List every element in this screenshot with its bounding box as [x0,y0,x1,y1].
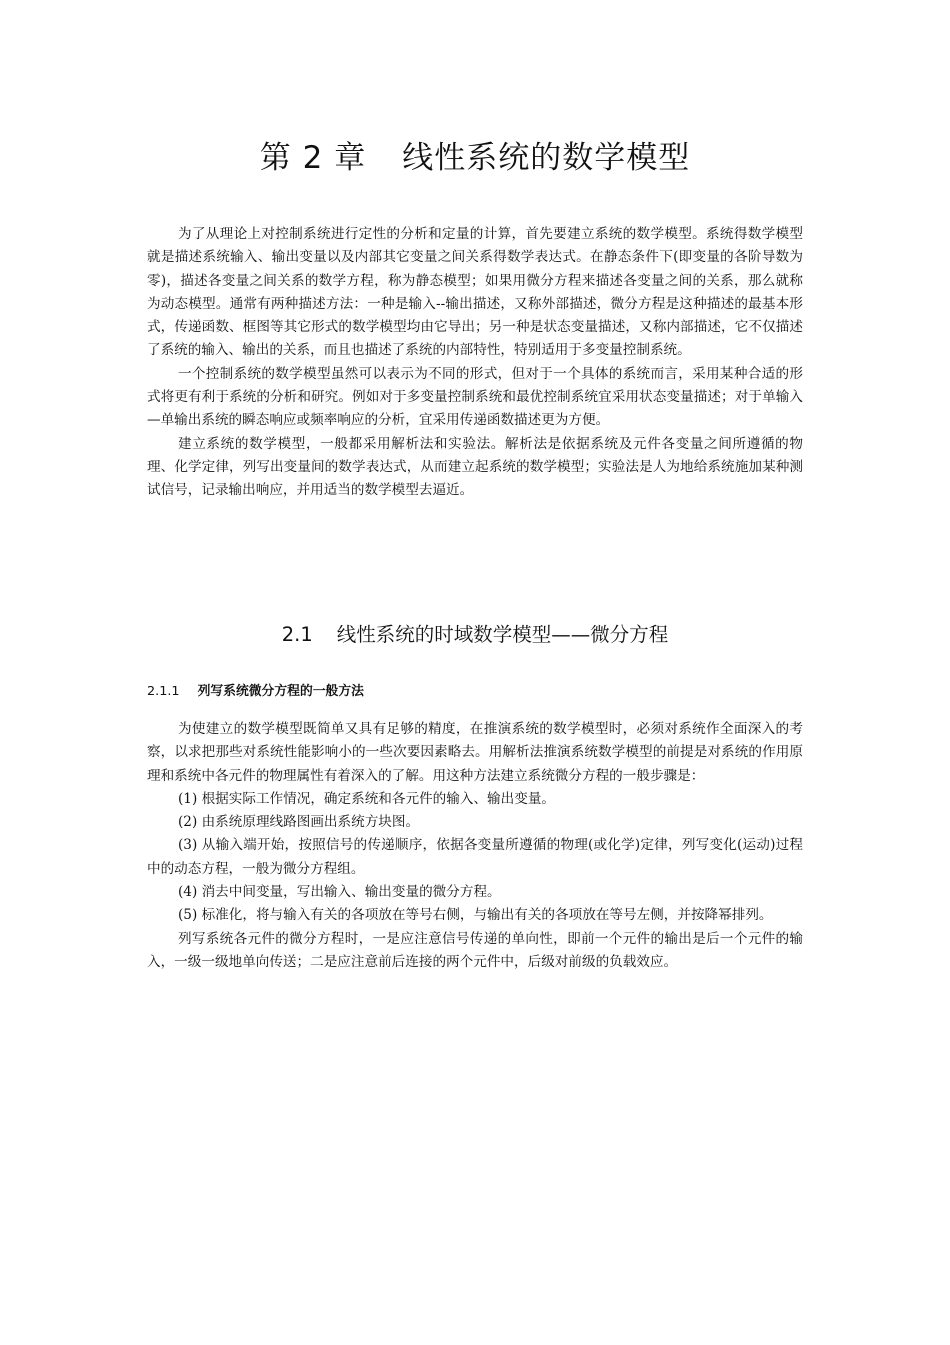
intro-paragraph-3: 建立系统的数学模型，一般都采用解析法和实验法。解析法是依据系统及元件各变量之间所遵循的物理、化学定律，列写出变量间的数学表达式，从而建立起系统的数学模型；实验法是人为地给系统施加某种测试信号，记录输出响应，并用适当的数学模型去逼近。 [147,435,803,499]
chapter-name: 线性系统的数学模型 [402,140,691,176]
step-item: (4) 消去中间变量，写出输入、输出变量的微分方程。 [178,884,501,901]
step-item: (3) 从输入端开始，按照信号的传递顺序，依据各变量所遵循的物理(或化学)定律，列写变化(运动)过程中的动态方程，一般为微分方程组。 [147,837,803,877]
document-page [147,0,803,1345]
intro-paragraph-1: 为了从理论上对控制系统进行定性的分析和定量的计算，首先要建立系统的数学模型。系统得数学模型就是描述系统输入、输出变量以及内部其它变量之间关系得数学表达式。在静态条件下(即变量的各阶导数为零)，描述各变量之间关系的数学方程，称为静态模型；如果用微分方程来描述各变量之间的关系，那么就称为动态模型。通常有两种描述方法：一种是输入--输出描述，又称外部描述，微分方程是这种描述的最基本形式，传递函数、框图等其它形式的数学模型均由它导出；另一种是状态变量描述，又称内部描述，它不仅描述了系统的输入、输出的关系，而且也描述了系统的内部特性，特别适用于多变量控制系统。 [147,226,803,359]
chapter-title [147,138,803,178]
method-section [147,718,803,974]
subsection-name: 列写系统微分方程的一般方法 [197,684,364,699]
section-name: 线性系统的时域数学模型——微分方程 [336,623,669,646]
section-heading [147,620,803,650]
method-paragraph-1: 为使建立的数学模型既简单又具有足够的精度，在推演系统的数学模型时，必须对系统作全面深入的考察，以求把那些对系统性能影响小的一些次要因素略去。用解析法推演系统数学模型的前提是对系统的作用原理和系统中各元件的物理属性有着深入的了解。用这种方法建立系统微分方程的一般步骤是： [147,721,803,784]
step-item: (1) 根据实际工作情况，确定系统和各元件的输入、输出变量。 [178,790,556,807]
subsection-number: 2.1.1 [147,684,180,699]
intro-paragraph-2: 一个控制系统的数学模型虽然可以表示为不同的形式，但对于一个具体的系统而言，采用某种合适的形式将更有利于系统的分析和研究。例如对于多变量控制系统和最优控制系统宜采用状态变量描述；对于单输入—单输出系统的瞬态响应或频率响应的分析，宜采用传递函数描述更为方便。 [147,365,803,429]
step-item: (5) 标准化，将与输入有关的各项放在等号右侧，与输出有关的各项放在等号左侧，并按降幂排列。 [178,907,773,924]
intro-section [147,223,803,503]
chapter-number: 第 2 章 [259,140,367,176]
step-item: (2) 由系统原理线路图画出系统方块图。 [178,814,420,831]
section-number: 2.1 [281,623,313,646]
method-paragraph-2: 列写系统各元件的微分方程时，一是应注意信号传递的单向性，即前一个元件的输出是后一个元件的输入，一级一级地单向传送；二是应注意前后连接的两个元件中，后级对前级的负载效应。 [147,930,803,970]
subsection-heading [147,682,803,702]
